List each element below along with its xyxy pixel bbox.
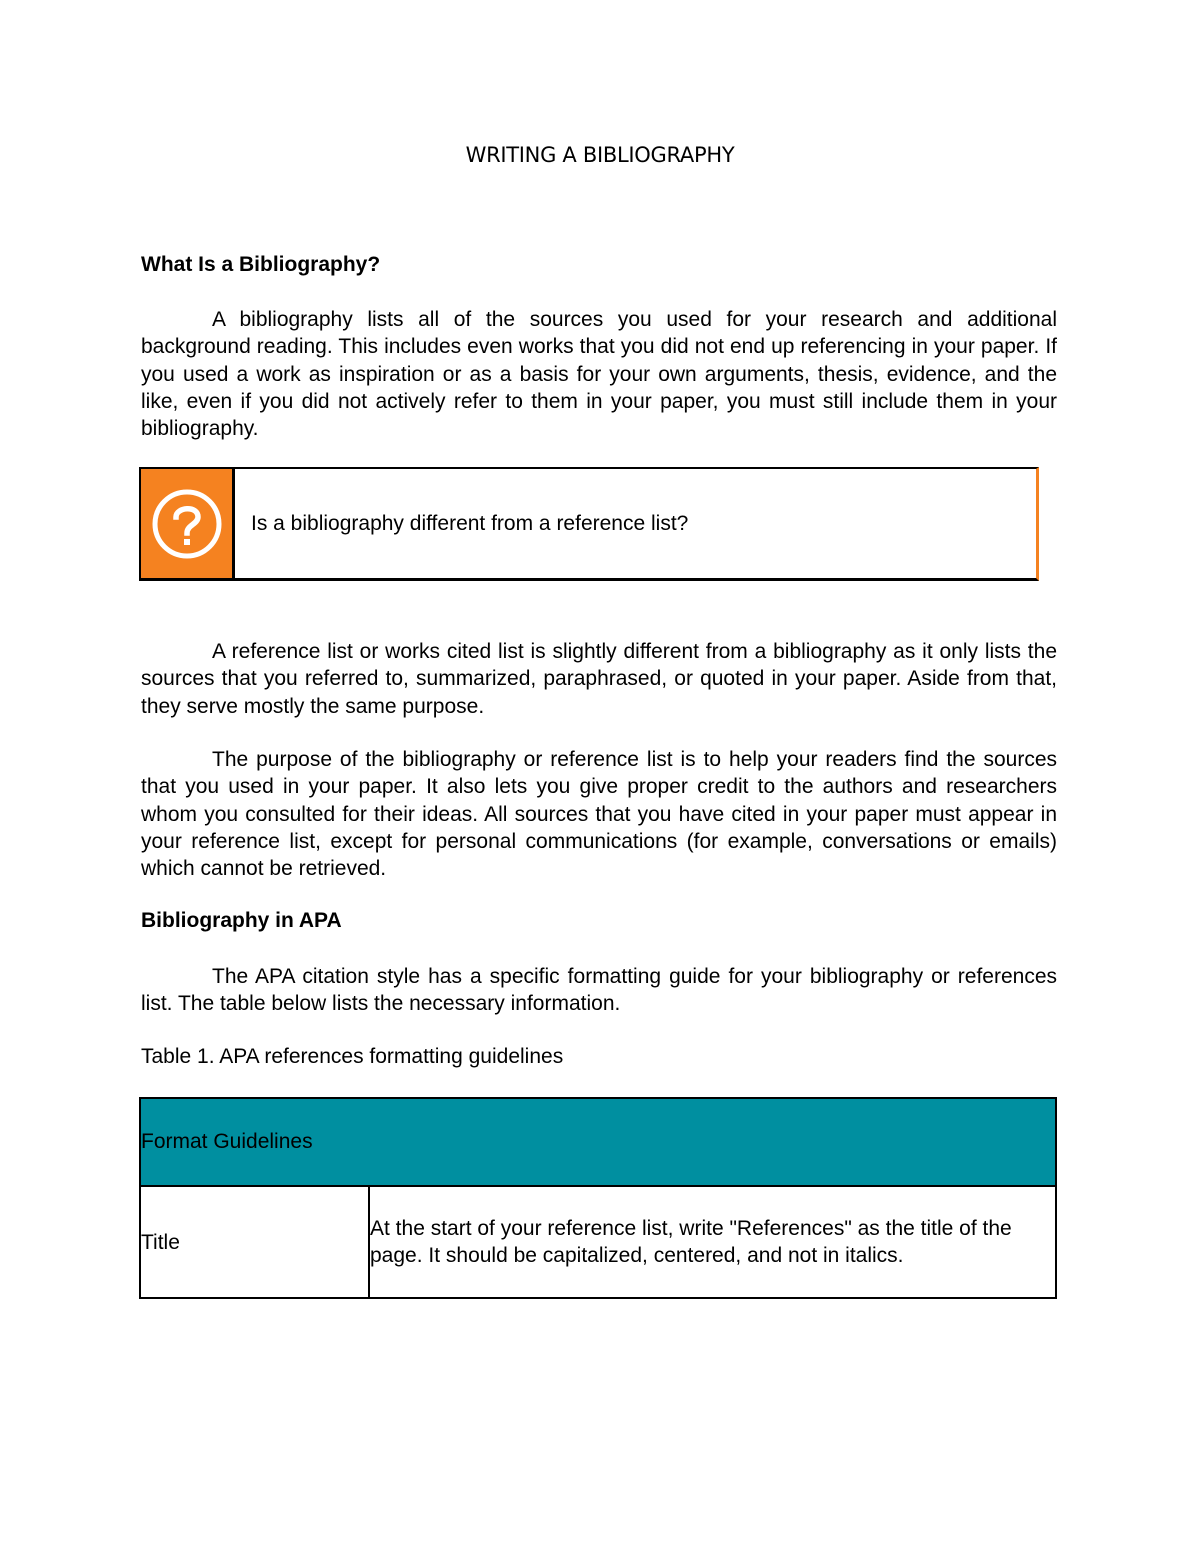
paragraph-apa-style: The APA citation style has a specific formatting guide for your bibliography or references list. The table below lists the necessary information.: [141, 965, 1057, 1016]
apa-guidelines-table: [139, 1097, 1057, 1299]
section-heading-what-is-bibliography: What Is a Bibliography?: [141, 253, 381, 276]
callout-icon-cell: [141, 469, 235, 578]
table-cell-description: At the start of your reference list, write "References" as the title of the page. It should be capitalized, centered, and not in italics.: [369, 1186, 1056, 1298]
table-row: [140, 1186, 1056, 1298]
paragraph-reference-list-difference: A reference list or works cited list is slightly different from a bibliography as it only lists the sources that you referred to, summarized, paraphrased, or quoted in your paper. Aside from that, they serve mostly the same purpose.: [141, 640, 1057, 718]
section-heading-bibliography-apa: Bibliography in APA: [141, 909, 342, 932]
question-callout-box: [139, 467, 1039, 581]
table-header-cell: Format Guidelines: [140, 1098, 1056, 1186]
table-caption: Table 1. APA references formatting guidelines: [141, 1045, 564, 1068]
question-circle-icon: [151, 488, 223, 560]
document-title: WRITING A BIBLIOGRAPHY: [465, 143, 735, 167]
callout-question-text: Is a bibliography different from a reference list?: [251, 511, 689, 535]
table-cell-label: Title: [140, 1186, 369, 1298]
paragraph-purpose: The purpose of the bibliography or reference list is to help your readers find the sources that you used in your paper. It also lets you give proper credit to the authors and researchers whom you consulted for their ideas. All sources that you have cited in your paper must appear in your reference list, except for personal communications (for example, conversations or emails) which cannot be retrieved.: [141, 748, 1057, 881]
table-header-row: [140, 1098, 1056, 1186]
paragraph-bibliography-definition: A bibliography lists all of the sources you used for your research and additional background reading. This includes even works that you did not end up referencing in your paper. If you used a work as inspiration or as a basis for your own arguments, thesis, evidence, and the like, even if you did not actively refer to them in your paper, you must still include them in your bibliography.: [141, 308, 1057, 441]
